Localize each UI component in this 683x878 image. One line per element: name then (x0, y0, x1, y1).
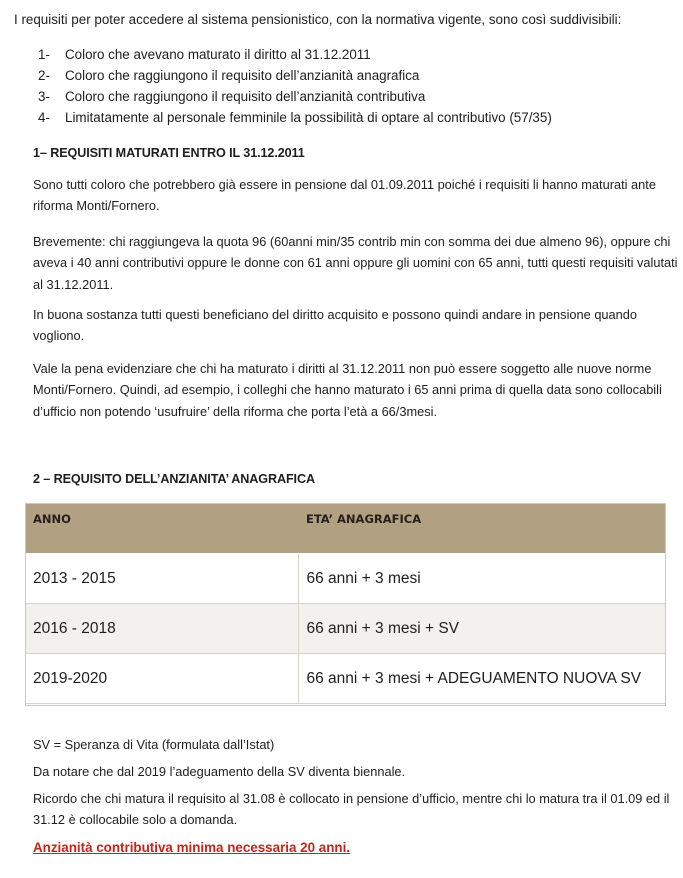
list-item (38, 107, 552, 128)
list-number: 3- (38, 89, 50, 104)
table-cell-age: 66 anni + 3 mesi (298, 554, 665, 604)
list-text: Coloro che raggiungono il requisito dell’anzianità anagrafica (65, 68, 420, 83)
intro-text: I requisiti per poter accedere al sistema pensionistico, con la normativa vigente, sono così suddivisibili: (14, 12, 622, 27)
table-cell-year: 2016 - 2018 (25, 604, 298, 654)
section1-paragraph-1: Sono tutti coloro che potrebbero già essere in pensione dal 01.09.2011 poiché i requisiti li hanno maturati ante riforma Monti/Fornero. (33, 177, 656, 214)
list-item (38, 65, 552, 86)
section1-paragraph-3: In buona sostanza tutti questi beneficiano del diritto acquisito e possono quindi andare in pensione quando vogliono. (33, 307, 638, 344)
table-cell-year: 2013 - 2015 (25, 554, 298, 604)
section1-paragraph-4: Vale la pena evidenziare che chi ha maturato i diritti al 31.12.2011 non può essere soggetto alle nuove norme Monti/Fornero. Quindi, ad esempio, i colleghi che hanno maturato i 65 anni prima di quella data sono collocabili d’ufficio non potendo ‘usufruire’ della riforma che porta l’età a 66/3mesi. (33, 361, 662, 419)
list-text: Coloro che avevano maturato il diritto al 31.12.2011 (65, 47, 371, 62)
column-header-year: ANNO (25, 503, 298, 554)
highlight-minimum-contribution: Anzianità contributiva minima necessaria 20 anni. (33, 840, 351, 855)
table-cell-age: 66 anni + 3 mesi + SV (298, 604, 665, 654)
table-header-row (25, 503, 665, 554)
table-row (25, 604, 665, 654)
note-biennial: Da notare che dal 2019 l’adeguamento della SV diventa biennale. (33, 764, 406, 779)
section1-heading: 1– REQUISITI MATURATI ENTRO IL 31.12.2011 (33, 146, 305, 160)
list-text: Coloro che raggiungono il requisito dell’anzianità contributiva (65, 89, 426, 104)
age-requirements-table (25, 503, 665, 704)
section1-paragraph-2: Brevemente: chi raggiungeva la quota 96 (60anni min/35 contrib min con somma dei due almeno 96), oppure chi aveva i 40 anni contributivi oppure le donne con 61 anni oppure gli uomini con 65 anni, tutti questi requisiti valutati al 31.12.2011. (33, 234, 678, 292)
list-number: 4- (38, 110, 50, 125)
table-row (25, 554, 665, 604)
note-sv-definition: SV = Speranza di Vita (formulata dall’Istat) (33, 737, 275, 752)
list-text: Limitatamente al personale femminile la possibilità di optare al contributivo (57/35) (65, 110, 552, 125)
table-cell-year: 2019-2020 (25, 654, 298, 704)
list-number: 1- (38, 47, 50, 62)
list-item (38, 44, 552, 65)
requirements-list (38, 44, 552, 128)
table-row (25, 654, 665, 704)
table-cell-age: 66 anni + 3 mesi + ADEGUAMENTO NUOVA SV (298, 654, 665, 704)
list-item (38, 86, 552, 107)
column-header-age: ETA’ ANAGRAFICA (298, 503, 665, 554)
note-retirement-dates: Ricordo che chi matura il requisito al 31.08 è collocato in pensione d’ufficio, mentre chi lo matura tra il 01.09 ed il 31.12 è collocabile solo a domanda. (33, 791, 670, 828)
list-number: 2- (38, 68, 50, 83)
section2-heading: 2 – REQUISITO DELL’ANZIANITA’ ANAGRAFICA (33, 472, 315, 486)
